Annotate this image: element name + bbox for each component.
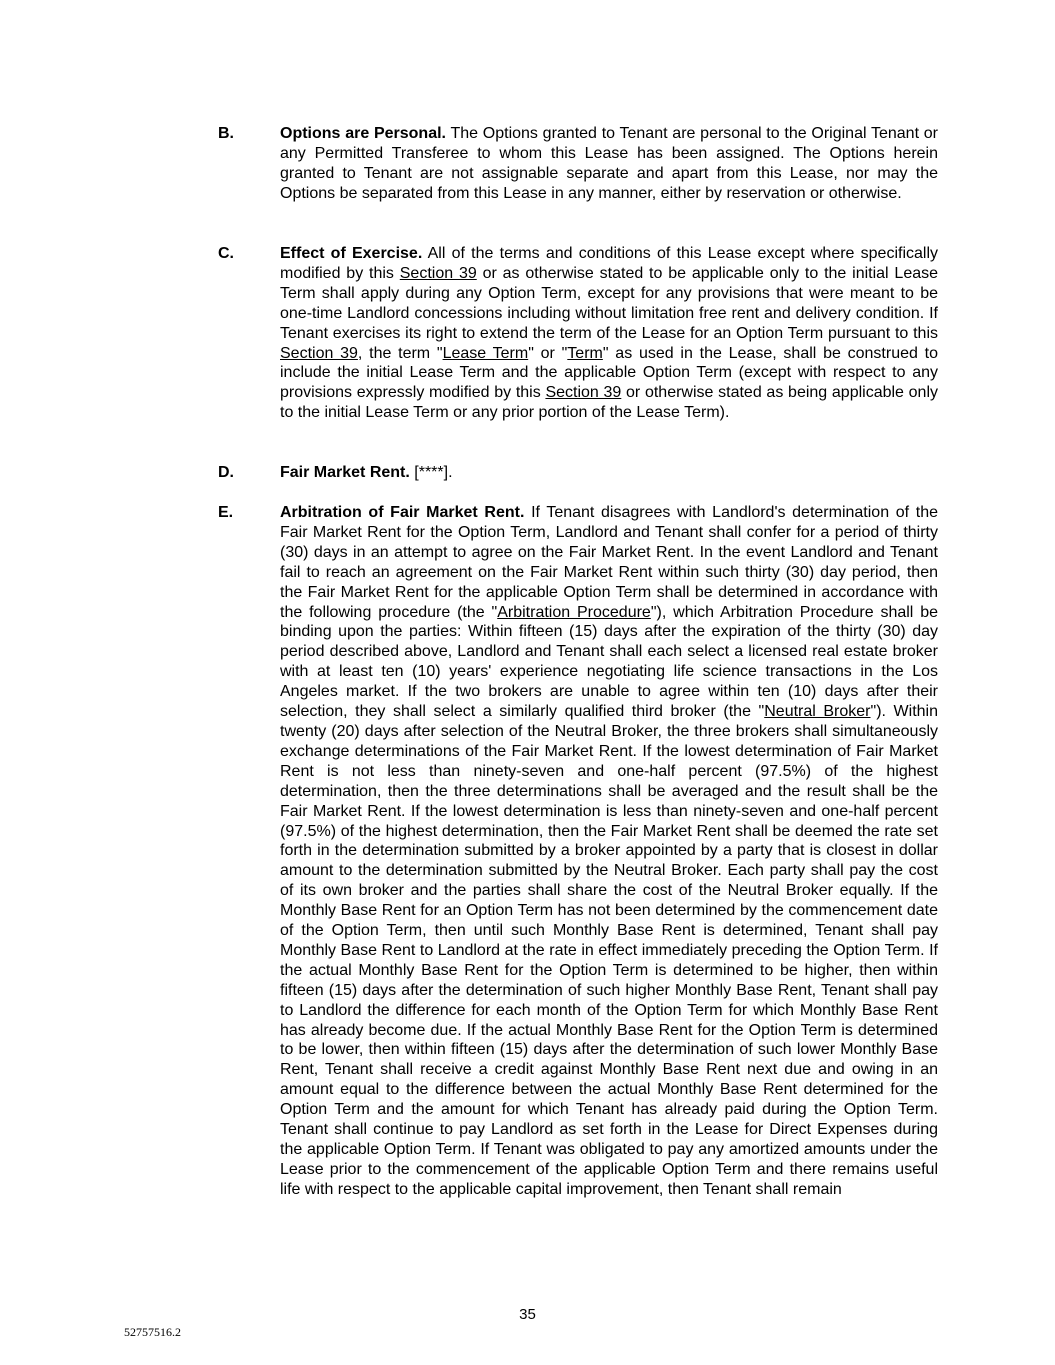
section-text: "). Within twenty (20) days after selection of the Neutral Broker, the three brokers shall simultaneously exchange determinations of the Fair Market Rent. If the lowest determination of Fair Market Rent is not less than ninety-seven and one-half percent (97.5%) of the highest determination, then the three determinations shall be averaged and the result shall be the Fair Market Rent. If the lowest determination is less than ninety-seven and one-half percent (97.5%) of the highest determination, then the Fair Market Rent shall be deemed the rate set forth in the determination submitted by a broker appointed by a party that is closest in dollar amount to the determination submitted by the Neutral Broker. Each party shall pay the cost of its own broker and the parties shall share the cost of the Neutral Broker equally. If the Monthly Base Rent for an Option Term has not been determined by the commencement date of the Option Term, then until such Monthly Base Rent is determined, Tenant shall pay Monthly Base Rent to Landlord at the rate in effect immediately preceding the Option Term. If the actual Monthly Base Rent for the Option Term is determined to be higher, then within fifteen (15) days after the determination of such higher Monthly Base Rent, Tenant shall pay to Landlord the difference for each month of the Option Term for which Monthly Base Rent has already become due. If the actual Monthly Base Rent for the Option Term is determined to be lower, then within fifteen (15) days after the determination of such lower Monthly Base Rent, Tenant shall receive a credit against Monthly Base Rent next due and owing in an amount equal to the difference between the actual Monthly Base Rent determined for the Option Term and the amount for which Tenant has already paid during the Option Term. Tenant shall continue to pay Landlord as set forth in the Lease for Direct Expenses during the applicable Option Term. If Tenant was obligated to pay any amortized amounts under the Lease prior to the commencement of the applicable Option Term and there remains useful life with respect to the applicable capital improvement, then Tenant shall remain <box>280 703 938 1198</box>
defined-term: Neutral Broker <box>764 703 871 721</box>
defined-term: Arbitration Procedure <box>497 603 651 621</box>
section-text: , the term " <box>357 344 443 362</box>
section-heading: Options are Personal. <box>280 125 446 142</box>
section-text: or otherwise stated as being applicable only to the initial Lease Term or any prior portion of the Lease Term). <box>280 384 939 422</box>
section-letter: C. <box>218 245 234 262</box>
section-letter: E. <box>218 504 234 521</box>
defined-term: Lease Term <box>442 344 529 362</box>
section-e <box>218 503 938 1200</box>
section-c <box>218 244 938 423</box>
section-text: [****]. <box>414 464 453 481</box>
section-text: "), which Arbitration Procedure shall be binding upon the parties: Within fifteen (15) days after the expiration of the thirty (30) day period described above, Landlord and Tenant shall each select a licensed real estate broker with at least ten (10) years' experience negotiating life science transactions in the Los Angeles market. If the two brokers are unable to agree within ten (10) days after their selection, they shall select a similarly qualified third broker (the " <box>280 603 939 721</box>
section-letter: B. <box>218 125 234 142</box>
section-reference: Section 39 <box>399 264 477 282</box>
section-heading: Effect of Exercise. <box>280 245 423 262</box>
section-text: " as used in the Lease, shall be construed to include the initial Lease Term and the applicable Option Term (except with respect to any provisions expressly modified by this <box>280 344 938 402</box>
section-body <box>280 124 938 204</box>
section-text: If Tenant disagrees with Landlord's determination of the Fair Market Rent for the Option Term, Landlord and Tenant shall confer for a period of thirty (30) days in an attempt to agree on the Fair Market Rent. In the event Landlord and Tenant fail to reach an agreement on the Fair Market Rent within such thirty (30) day period, then the Fair Market Rent for the applicable Option Term shall be determined in accordance with the following procedure (the " <box>280 504 938 621</box>
section-reference: Section 39 <box>545 384 622 402</box>
section-heading: Fair Market Rent. <box>280 464 410 481</box>
document-id: 52757516.2 <box>124 1325 181 1339</box>
section-b <box>218 124 938 204</box>
section-body <box>280 244 938 423</box>
section-text: All of the terms and conditions of this Lease except where specifically modified by this <box>280 245 939 282</box>
section-text: The Options granted to Tenant are personal to the Original Tenant or any Permitted Transferee to whom this Lease has been assigned. The Options herein granted to Tenant are not assignable separate and apart from this Lease, nor may the Options be separated from this Lease in any manner, either by reservation or otherwise. <box>280 125 938 202</box>
section-d <box>218 463 938 483</box>
section-text: or as otherwise stated to be applicable only to the initial Lease Term shall apply during any Option Term, except for any provisions that were meant to be one-time Landlord concessions including without limitation free rent and delivery condition. If Tenant exercises its right to extend the term of the Lease for an Option Term pursuant to this <box>280 264 939 342</box>
section-body <box>280 503 938 1200</box>
section-letter: D. <box>218 464 234 481</box>
page-number: 35 <box>519 1306 536 1323</box>
section-heading: Arbitration of Fair Market Rent. <box>280 504 525 521</box>
section-reference: Section 39 <box>280 344 358 362</box>
defined-term: Term <box>567 344 603 362</box>
section-text: " or " <box>528 344 568 362</box>
section-body <box>280 463 938 483</box>
